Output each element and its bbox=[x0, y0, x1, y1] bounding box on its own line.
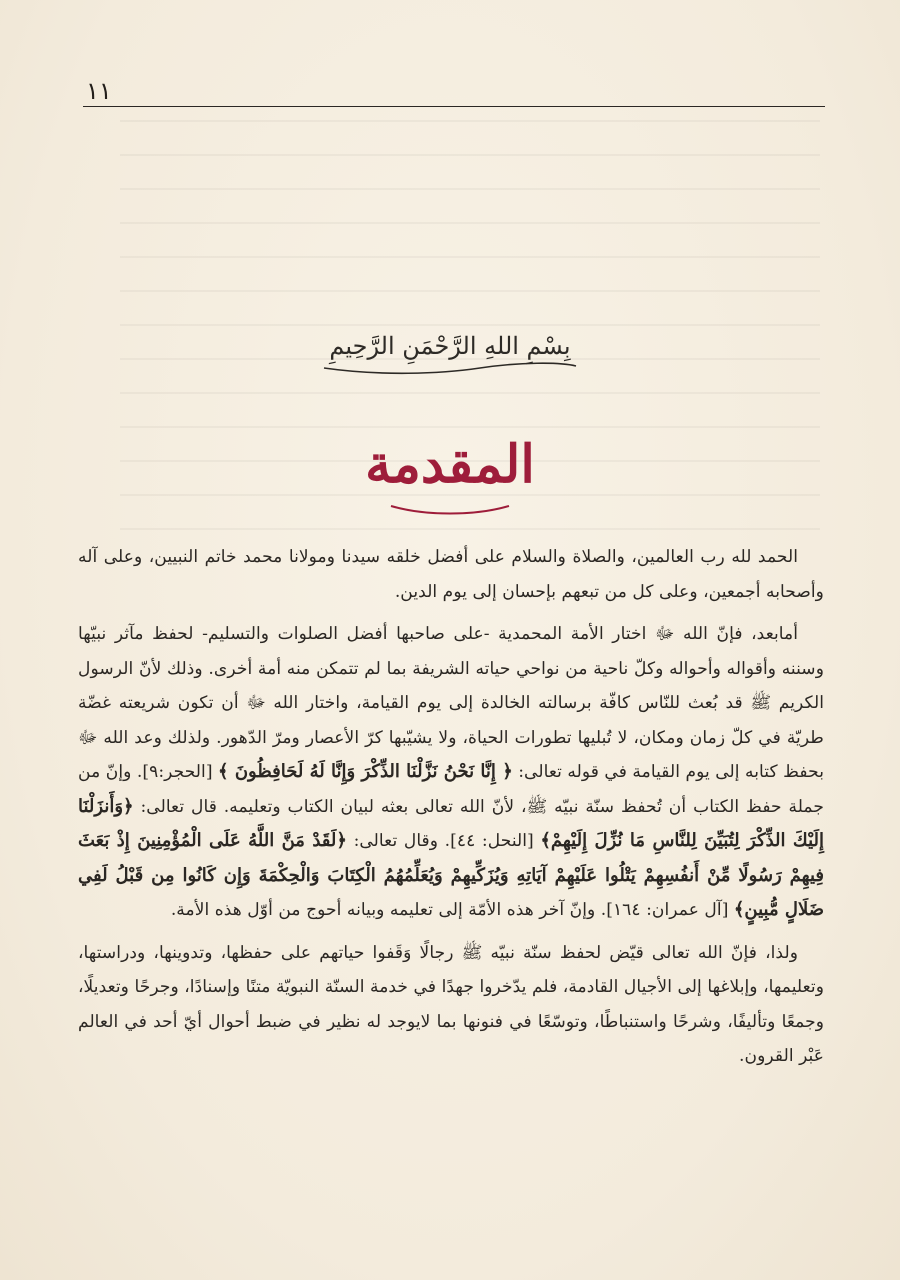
quran-verse-aal-imran: ﴿لَقَدْ مَنَّ اللَّهُ عَلَى الْمُؤْمِنِينَ إِذْ بَعَثَ فِيهِمْ رَسُولًا مِّنْ أَنفُسِهِمْ يَتْلُوا عَلَيْهِمْ آيَاتِهِ وَيُزَكِّيهِمْ وَيُعَلِّمُهُمُ الْكِتَابَ وَالْحِكْمَةَ وَإِن كَانُوا مِن قَبْلُ لَفِي ضَلَالٍ مُّبِينٍ﴾ bbox=[78, 830, 824, 920]
header-rule bbox=[83, 106, 825, 107]
paragraph-2-part-b: [الحجر:٩]. وإنّ من جملة حفظ الكتاب أن تُحفظ سنّة نبيّه ﷺ، لأنّ الله تعالى بعثه لبيان الكتاب وتعليمه. قال تعالى: bbox=[78, 762, 824, 817]
basmala bbox=[300, 320, 600, 380]
basmala-flourish bbox=[320, 354, 580, 376]
quran-verse-hijr: ﴿ إِنَّا نَحْنُ نَزَّلْنَا الذِّكْرَ وَإِنَّا لَهُ لَحَافِظُونَ ﴾ bbox=[218, 761, 513, 782]
page-number: ١١ bbox=[86, 77, 112, 105]
quran-verse-nahl: ﴿وَأَنزَلْنَا إِلَيْكَ الذِّكْرَ لِتُبَيِّنَ لِلنَّاسِ مَا نُزِّلَ إِلَيْهِمْ﴾ bbox=[78, 795, 824, 851]
paragraph-3: ولذا، فإنّ الله تعالى قيّض لحفظ سنّة نبيّه ﷺ رجالًا وَقَفوا حياتهم على حفظها، وتدوينها، ودراستها، وتعليمها، وإبلاغها إلى الأجيال القادمة، فلم يدّخروا جهدًا في خدمة السنّة النبويّة متنًا وإسنادًا، وجرحًا وتعديلًا، وجمعًا وتأليفًا، وشرحًا واستنباطًا، وتوسّعًا في فنونها بما لايوجد له نظير في ضبط أحوال أيّ أحد في العالم عَبْر القرون. bbox=[78, 942, 824, 1066]
body-text bbox=[78, 540, 824, 1082]
paragraph-2 bbox=[78, 617, 824, 928]
paragraph-2-part-c: [النحل: ٤٤]. وقال تعالى: bbox=[353, 831, 534, 851]
title-flourish bbox=[385, 500, 515, 516]
basmala-text: بِسْمِ اللهِ الرَّحْمَنِ الرَّحِيمِ bbox=[329, 332, 571, 360]
chapter-title: المقدمة bbox=[365, 434, 535, 495]
paragraph-1: الحمد لله رب العالمين، والصلاة والسلام على أفضل خلقه سيدنا ومولانا محمد خاتم النبيين، وعلى آله وأصحابه أجمعين، وعلى كل من تبعهم بإحسان إلى يوم الدين. bbox=[78, 547, 824, 602]
paragraph-2-part-a: أمابعد، فإنّ الله ﷻ اختار الأمة المحمدية -على صاحبها أفضل الصلوات والتسليم- لحفظ مآثر نبيّها وسننه وأقواله وأحواله وكلّ ناحية من نواحي حياته الشريفة بما لم تتمكن منه أمة أخرى. وذلك لأنّ الرسول الكريم ﷺ قد بُعث للنّاس كافّة برسالته الخالدة إلى يوم القيامة، واختار الله ﷻ أن تكون شريعته غضّة طريّة في كلّ زمان ومكان، لا تُبليها تطورات الحياة، ولا يشيّبها كرّ الأعصار ومرّ الدّهور. ولذلك وعد الله ﷻ بحفظ كتابه إلى يوم القيامة في قوله تعالى: bbox=[78, 624, 824, 782]
paragraph-2-part-d: [آل عمران: ١٦٤]. وإنّ آخر هذه الأمّة إلى تعليمه وبيانه أحوج من أوّل هذه الأمة. bbox=[170, 900, 729, 920]
